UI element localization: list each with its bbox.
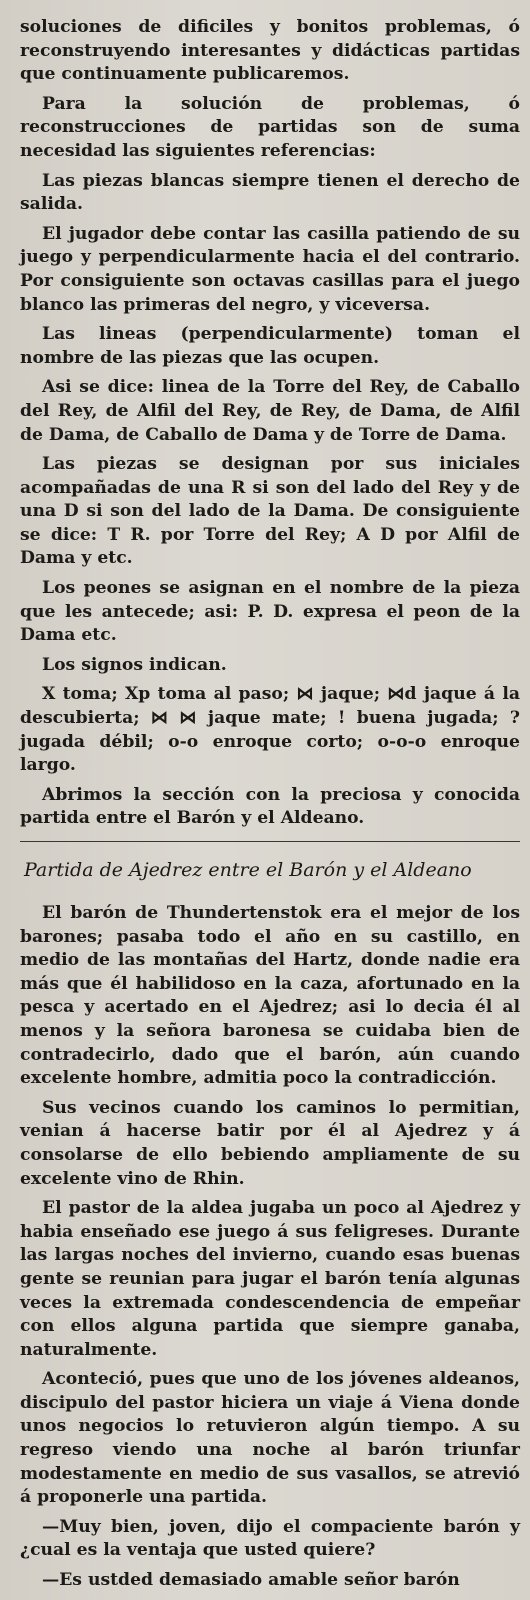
story-dialogue-baron: —Muy bien, joven, dijo el compaciente barón y ¿cual es la ventaja que usted quiere? <box>20 1516 520 1561</box>
paragraph-lines-naming: Las lineas (perpendicularmente) toman el nombre de las piezas que las ocupen. <box>20 324 520 368</box>
section-title: Partida de Ajedrez entre el Barón y el Aldeano <box>24 859 472 881</box>
paragraph-signs-list: X toma; Xp toma al paso; ⋈ jaque; ⋈d jaque á la descubierta; ⋈ ⋈ jaque mate; ! buena jugada; ? jugada débil; o-o enroque corto; o-o-o enroque largo. <box>20 684 520 776</box>
paragraph-signs-heading: Los signos indican. <box>42 654 227 675</box>
story-paragraph-baron: El barón de Thundertenstok era el mejor de los barones; pasaba todo el año en su castillo, en medio de las montañas del Hartz, donde nadie era más que él habilidoso en la caza, afortunado en la pesca y acertado en el Ajedrez; asi lo decia él al menos y la señora baronesa se cuidaba bien de contradecirlo, dado que el barón, aún cuando excelente hombre, admitia poco la contradicción. <box>20 903 520 1089</box>
paragraph-piece-designations: Las piezas se designan por sus iniciales acompañadas de una R si son del lado del Rey y de una D si son del lado de la Dama. De consiguiente se dice: T R. por Torre del Rey; A D por Alfil de Dama y etc. <box>20 454 520 569</box>
paragraph-opening-section: Abrimos la sección con la preciosa y conocida partida entre el Barón y el Aldeano. <box>20 784 520 829</box>
story-paragraph-neighbors: Sus vecinos cuando los caminos lo permitian, venian á hacerse batir por él al Ajedrez y á consolarse de ello bebiendo ampliamente de su excelente vino de Rhin. <box>20 1097 520 1189</box>
paragraph-white-moves-first: Las piezas blancas siempre tienen el derecho de salida. <box>20 170 520 215</box>
paragraph-counting-squares: El jugador debe contar las casilla patiendo de su juego y perpendicularmente hacia el del contrario. Por consiguiente son octavas casillas para el juego blanco las primeras del negro, y viceversa. <box>20 223 520 315</box>
section-divider <box>20 841 520 842</box>
paragraph-pawns: Los peones se asignan en el nombre de la pieza que les antecede; asi: P. D. expresa el peon de la Dama etc. <box>20 578 520 646</box>
story-paragraph-pastor: El pastor de la aldea jugaba un poco al Ajedrez y habia enseñado ese juego á sus feligreses. Durante las largas noches del invierno, cuando esas buenas gente se reunian para jugar el barón tenía algunas veces la extremada condescendencia de empeñar con ellos alguna partida que siempre ganaba, naturalmente. <box>20 1198 520 1360</box>
story-dialogue-reply: —Es ustded demasiado amable señor barón <box>42 1570 460 1591</box>
text-column <box>20 16 520 1593</box>
paragraph-line-names: Asi se dice: linea de la Torre del Rey, de Caballo del Rey, de Alfil del Rey, de Rey, de Dama, de Alfil de Dama, de Caballo de Dama y de Torre de Dama. <box>20 377 520 445</box>
paragraph-intro-continuation: soluciones de dificiles y bonitos problemas, ó reconstruyendo interesantes y didácticas partidas que continuamente publicaremos. <box>20 17 520 85</box>
paragraph-references-intro: Para la solución de problemas, ó reconstrucciones de partidas son de suma necesidad las siguientes referencias: <box>20 93 520 161</box>
story-paragraph-young-villager: Aconteció, pues que uno de los jóvenes aldeanos, discipulo del pastor hiciera un viaje á Viena donde unos negocios lo retuvieron algún tiempo. A su regreso viendo una noche al barón triunfar modestamente en medio de sus vasallos, se atrevió á proponerle una partida. <box>20 1369 520 1508</box>
